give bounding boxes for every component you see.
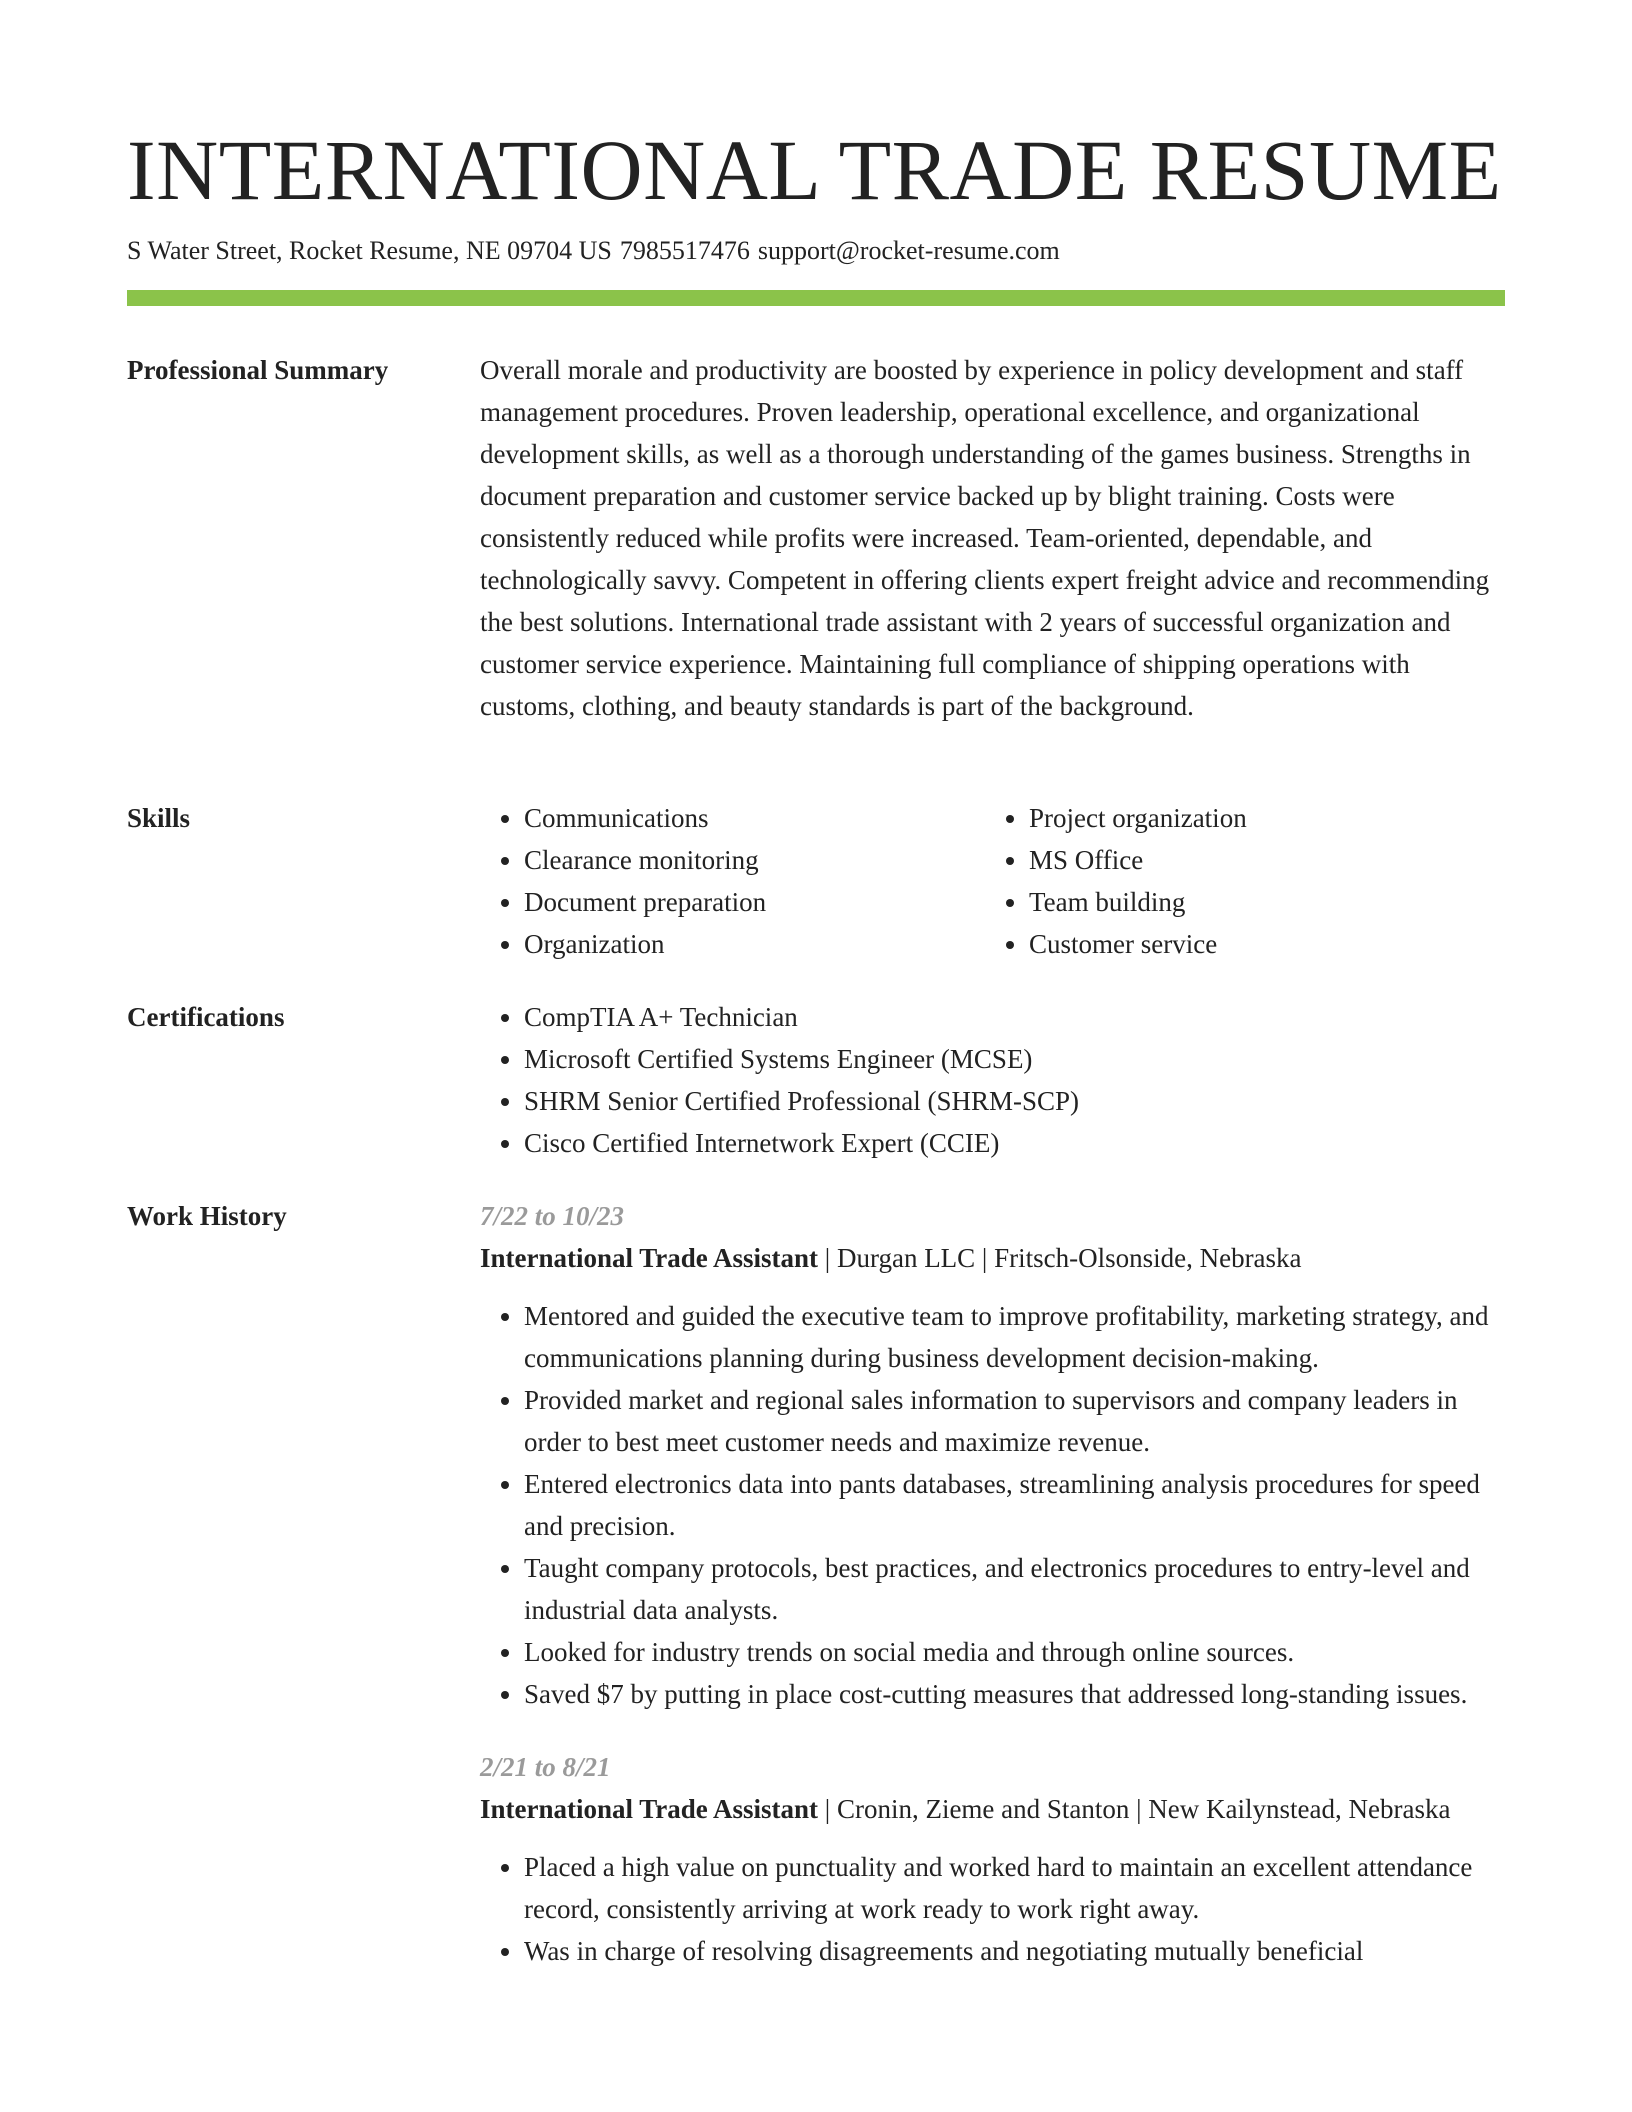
certification-item: • CompTIA A+ Technician [524,996,1505,1038]
section-body [480,349,1505,727]
certification-item: • SHRM Senior Certified Professional (SHRM-SCP) [524,1080,1505,1122]
skills-column-left [480,797,985,965]
job-dates: 7/22 to 10/23 [480,1201,625,1231]
section-label: Work History [127,1201,287,1231]
job-bullet: • Mentored and guided the executive team to improve profitability, marketing strategy, and communications planning during business development decision-making. [524,1295,1505,1379]
job-heading [480,1788,1505,1830]
job-bullet: • Was in charge of resolving disagreements and negotiating mutually beneficial [524,1930,1505,1972]
job-bullets [480,1846,1505,1972]
section-label: Skills [127,803,191,833]
summary-text: Overall morale and productivity are boosted by experience in policy development and staff management procedures. Proven leadership, operational excellence, and organizational development skills, as well as a thorough understanding of the games business. Strengths in document preparation and customer service backed up by blight training. Costs were consistently reduced while profits were increased. Team-oriented, dependable, and technologically savvy. Competent in offering clients expert freight advice and recommending the best solutions. International trade assistant with 2 years of successful organization and customer service experience. Maintaining full compliance of shipping operations with customs, clothing, and beauty standards is part of the background. [480,355,1490,721]
job-details: | Durgan LLC | Fritsch-Olsonside, Nebraska [818,1243,1302,1273]
job-dates: 2/21 to 8/21 [480,1752,611,1782]
skill-item: • MS Office [1029,839,1505,881]
skill-item: • Clearance monitoring [524,839,985,881]
skill-item: • Team building [1029,881,1505,923]
skill-item: • Document preparation [524,881,985,923]
contact-phone: 7985517476 [619,236,750,265]
job-entry [480,1195,1505,1715]
section-label: Professional Summary [127,355,389,385]
skills-list [480,797,1505,965]
contact-email[interactable]: support@rocket-resume.com [757,236,1060,265]
certification-item: • Cisco Certified Internetwork Expert (CCIE) [524,1122,1505,1164]
job-bullet: • Provided market and regional sales information to supervisors and company leaders in order to best meet customer needs and maximize revenue. [524,1379,1505,1463]
section-label: Certifications [127,1002,285,1032]
work-history-body [480,1195,1505,1972]
certification-item: • Microsoft Certified Systems Engineer (MCSE) [524,1038,1505,1080]
skill-item: • Organization [524,923,985,965]
job-entry [480,1746,1505,1972]
contact-address: S Water Street, Rocket Resume, NE 09704 US [127,236,612,265]
job-details: | Cronin, Zieme and Stanton | New Kailynstead, Nebraska [818,1794,1451,1824]
certifications-list [480,996,1505,1164]
skills-column-right [985,797,1505,965]
job-bullet: • Saved $7 by putting in place cost-cutting measures that addressed long-standing issues. [524,1673,1505,1715]
job-heading [480,1237,1505,1279]
job-bullet: • Entered electronics data into pants databases, streamlining analysis procedures for speed and precision. [524,1463,1505,1547]
accent-divider [127,290,1505,306]
job-title: International Trade Assistant [480,1794,819,1824]
resume-title: INTERNATIONAL TRADE RESUME [127,122,1502,218]
contact-line [127,230,1505,272]
resume-header [127,112,1505,306]
job-title: International Trade Assistant [480,1243,819,1273]
skill-item: • Communications [524,797,985,839]
job-bullet: • Placed a high value on punctuality and worked hard to maintain an excellent attendance record, consistently arriving at work ready to work right away. [524,1846,1505,1930]
job-bullet: • Taught company protocols, best practices, and electronics procedures to entry-level and industrial data analysts. [524,1547,1505,1631]
job-bullets [480,1295,1505,1715]
job-bullet: • Looked for industry trends on social media and through online sources. [524,1631,1505,1673]
skill-item: • Customer service [1029,923,1505,965]
skill-item: • Project organization [1029,797,1505,839]
